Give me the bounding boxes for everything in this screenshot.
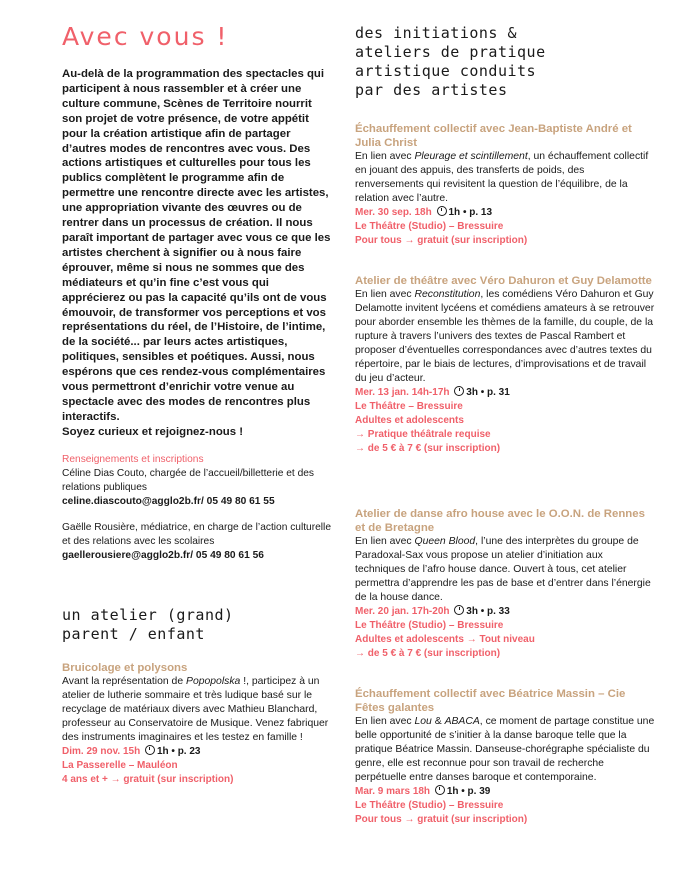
atelier-heading-line-1: un atelier (grand) (62, 606, 234, 624)
contact1-details[interactable]: celine.diascouto@agglo2b.fr/ 05 49 80 61 55 (62, 496, 275, 507)
workshop-block-3 (355, 507, 655, 661)
workshop-2-audience: Adultes et adolescents (355, 415, 464, 426)
atelier-heading (62, 606, 332, 644)
atelier-audience: 4 ans et + → gratuit (sur inscription) (62, 774, 234, 785)
atelier-date: Dim. 29 nov. 15h (62, 746, 141, 757)
workshop-2-note: → Pratique théâtrale requise (355, 429, 491, 440)
workshop-4-text-mid: & (431, 716, 445, 727)
initiations-heading (355, 24, 655, 100)
clock-icon (437, 206, 447, 216)
atelier-duration: 1h • p. 23 (156, 746, 201, 757)
workshop-1-text-2: , un échauffement collectif en jouant des appuis, des transferts de poids, des renversements qui revisitent la question de l’équilibre, de la relation avec l’autre. (355, 151, 649, 204)
workshop-3-date: Mer. 20 jan. 17h-20h (355, 606, 450, 617)
initiations-heading-line-2: ateliers de pratique (355, 43, 546, 61)
clock-icon (145, 745, 155, 755)
workshop-4-show: Lou (414, 716, 432, 727)
workshop-4-place: Le Théâtre (Studio) – Bressuire (355, 800, 504, 811)
workshop-1-date-line (355, 206, 655, 220)
workshop-1-place: Le Théâtre (Studio) – Bressuire (355, 221, 504, 232)
workshop-3-place: Le Théâtre (Studio) – Bressuire (355, 620, 504, 631)
intro-text (62, 67, 334, 440)
page-title: Avec vous ! (62, 22, 229, 51)
workshop-3-title: Atelier de danse afro house avec le O.O.N. de Rennes et de Bretagne (355, 508, 645, 534)
atelier-heading-line-2: parent / enfant (62, 625, 205, 643)
workshop-4-date-line (355, 785, 655, 799)
workshop-4-show-2: ABACA (444, 716, 480, 727)
workshop-2-title: Atelier de théâtre avec Véro Dahuron et Guy Delamotte (355, 275, 652, 287)
workshop-3-date-line (355, 605, 655, 619)
atelier-show: Popopolska (186, 676, 241, 687)
workshop-block-1 (355, 122, 655, 248)
workshop-1-text-1: En lien avec (355, 151, 415, 162)
initiations-heading-line-4: par des artistes (355, 81, 508, 99)
workshop-3-duration: 3h • p. 33 (466, 606, 510, 617)
workshop-block-2 (355, 274, 655, 456)
intro-closing: Soyez curieux et rejoignez-nous ! (62, 425, 244, 438)
workshop-3-show: Queen Blood (414, 536, 476, 547)
workshop-1-duration: 1h • p. 13 (448, 207, 493, 218)
atelier-description (62, 675, 334, 745)
workshop-4-duration: 1h • p. 39 (446, 786, 491, 797)
atelier-text-1: Avant la représentation de (62, 676, 187, 687)
workshop-4-text-1: En lien avec (355, 716, 415, 727)
clock-icon (454, 386, 464, 396)
workshop-2-date-line (355, 386, 655, 400)
workshop-1-description (355, 150, 655, 206)
clock-icon (454, 605, 464, 615)
workshop-2-duration: 3h • p. 31 (466, 387, 510, 398)
contact2-details[interactable]: gaellerousiere@agglo2b.fr/ 05 49 80 61 56 (62, 550, 264, 561)
workshop-4-description (355, 715, 655, 785)
contact2-text: Gaëlle Rousière, médiatrice, en charge de l’action culturelle et des relations avec les scolaires (62, 522, 331, 547)
contact-block-1 (62, 453, 332, 509)
initiations-heading-line-1: des initiations & (355, 24, 518, 42)
workshop-1-title: Échauffement collectif avec Jean-Baptiste André et Julia Christ (355, 123, 632, 149)
workshop-2-show: Reconstitution (414, 289, 481, 300)
workshop-1-show: Pleurage et scintillement (414, 151, 528, 162)
workshop-4-audience: Pour tous → gratuit (sur inscription) (355, 814, 528, 825)
workshop-2-price: → de 5 € à 7 € (sur inscription) (355, 443, 501, 454)
atelier-text-2: !, participez à un atelier de lutherie sommaire et très ludique basé sur le recyclage de matériaux divers avec Mathieu Blanchard, professeur au Conservatoire de Musique. Venez fabriquer des instruments imaginaires et les testez en famille ! (62, 676, 329, 743)
atelier-place: La Passerelle – Mauléon (62, 760, 178, 771)
workshop-block-4 (355, 687, 655, 827)
workshop-1-date: Mer. 30 sep. 18h (355, 207, 432, 218)
atelier-title: Bruicolage et polysons (62, 662, 188, 674)
intro-body: Au-delà de la programmation des spectacles qui participent à nous rassembler et à créer une culture commune, Scènes de Territoire nourrit son projet de votre présence, de votre appétit pour la création artistique afin de partager d’autres modes de rencontres avec vous. Des actions artistiques et culturelles pour tous les publics complètent le programme afin de permettre une rencontre directe avec les artistes, une appropriation vivante des œuvres ou de rentrer dans un processus de création. Il nous paraît important de partager avec vous ce que les artistes cherchent à signifier ou à nous faire éprouver, même si nous ne sommes que des médiateurs et qu’in fine c’est vous qui apprécierez ou pas la capacité qu’ils ont de vous émouvoir, de transformer vos perceptions et vos représentations du réel, de l’Histoire, de l’intime, de la société... par leurs actes artistiques, politiques, sensibles et poétiques. Aussi, nous espérons que ces rendez-vous complémentaires vous permettront d’enrichir votre venue au spectacle avec des modes de rencontres plus interactifs. (62, 68, 331, 423)
workshop-1-audience: Pour tous → gratuit (sur inscription) (355, 235, 528, 246)
workshop-2-text-2: , les comédiens Véro Dahuron et Guy Delamotte invitent lycéens et comédiens amateurs à se retrouver pour aborder ensemble les thèmes de la famille, du couple, de la rupture à travers l’univers des textes de Pascal Rambert et proposer d’éventuelles correspondances avec d’autres textes du répertoire, par le biais de lectures, d’improvisations et de travail du jeu d’acteur. (355, 289, 655, 384)
workshop-2-place: Le Théâtre – Bressuire (355, 401, 463, 412)
contact-block-2 (62, 521, 332, 563)
clock-icon (435, 785, 445, 795)
workshop-3-audience: Adultes et adolescents → Tout niveau (355, 634, 535, 645)
workshop-2-description (355, 288, 655, 386)
contact-heading: Renseignements et inscriptions (62, 454, 204, 465)
contact1-text: Céline Dias Couto, chargée de l’accueil/billetterie et des relations publiques (62, 468, 314, 493)
atelier-block (62, 661, 334, 787)
workshop-4-text-2: , ce moment de partage constitue une belle opportunité de s’initier à la danse baroque telle que la pratique Béatrice Massin. Danseuse-chorégraphe spécialiste du genre, elle est reconnue pour son travail de recherche perpétuelle entre danses baroque et contemporaine. (355, 716, 655, 783)
workshop-3-description (355, 535, 655, 605)
workshop-4-date: Mar. 9 mars 18h (355, 786, 431, 797)
workshop-4-title: Échauffement collectif avec Béatrice Massin – Cie Fêtes galantes (355, 688, 626, 714)
atelier-date-line (62, 745, 334, 759)
workshop-3-text-2: , l’une des interprètes du groupe de Paradoxal-Sax vous propose un atelier d’initiation aux techniques de l’afro house dance. Ouvert à tous, cet atelier permettra d’apprendre les pas de base et d’entrer dans l’énergie de la house dance. (355, 536, 651, 603)
workshop-3-price: → de 5 € à 7 € (sur inscription) (355, 648, 501, 659)
initiations-heading-line-3: artistique conduits (355, 62, 537, 80)
workshop-2-date: Mer. 13 jan. 14h-17h (355, 387, 450, 398)
workshop-3-text-1: En lien avec (355, 536, 415, 547)
workshop-2-text-1: En lien avec (355, 289, 415, 300)
